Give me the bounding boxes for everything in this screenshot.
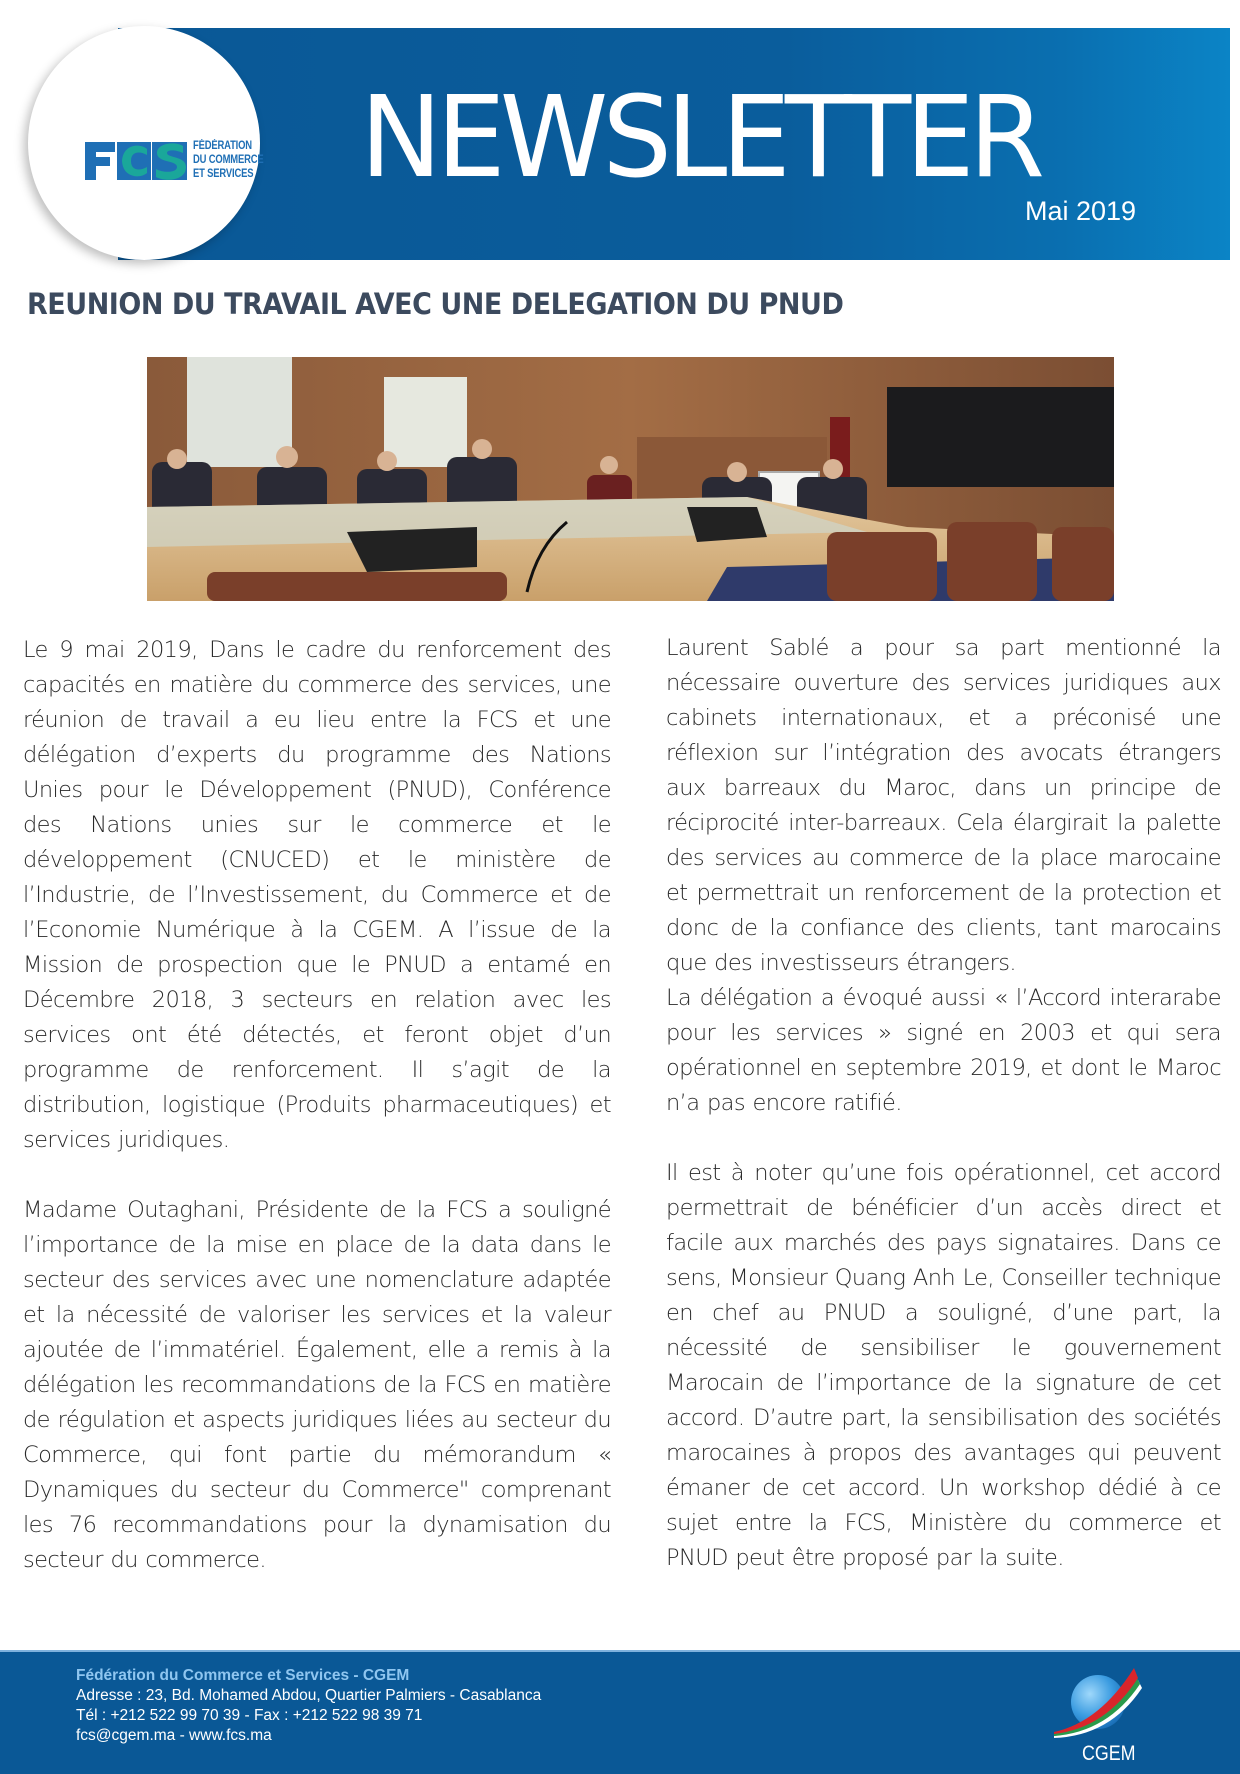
footer-phone-fax: Tél : +212 522 99 70 39 - Fax : +212 522 98 39 71	[76, 1707, 423, 1724]
newsletter-title: NEWSLETTER	[360, 73, 1040, 203]
fcs-logo-line: ET SERVICES	[193, 168, 254, 180]
article-paragraph: Il est à noter qu’une fois opérationnel, cet accord permettrait de bénéficier d’un accès direct et facile aux marchés des pays signataires. Dans ce sens, Monsieur Quang Anh Le, Conseiller technique en chef au PNUD a souligné, d’une part, la nécessité de sensibiliser le gouvernement Marocain de l’importance de la signature de cet accord. D’autre part, la sensibilisation des sociétés marocaines à propos des avantages qui peuvent émaner de cet accord. Un workshop dédié à ce sujet entre la FCS, Ministère du commerce et PNUD peut être proposé par la suite.	[666, 1160, 1221, 1571]
fcs-logo-text	[193, 139, 263, 181]
fcs-logo-line: DU COMMERCE	[193, 154, 264, 166]
newsletter-date: Mai 2019	[1025, 196, 1137, 226]
meeting-room-photo	[147, 357, 1114, 601]
article-left-column	[23, 633, 611, 1578]
footer	[0, 1650, 1240, 1774]
article-paragraph: Le 9 mai 2019, Dans le cadre du renforcement des capacités en matière du commerce des services, une réunion de travail a eu lieu entre la FCS et une délégation d’experts du programme des Nations Unies pour le Développement (PNUD), Conférence des Nations unies sur le commerce et le développement (CNUCED) et le ministère de l’Industrie, de l’Investissement, du Commerce et de l’Economie Numérique à la CGEM. A l’issue de la Mission de prospection que le PNUD a entamé en Décembre 2018, 3 secteurs en relation avec les services ont été détectés, et feront objet d’un programme de renforcement. Il s’agit de la distribution, logistique (Produits pharmaceutiques) et services juridiques.	[23, 637, 611, 1153]
fcs-logo-badge	[28, 26, 264, 260]
footer-address: Adresse : 23, Bd. Mohamed Abdou, Quartier Palmiers - Casablanca	[76, 1687, 542, 1704]
article-paragraph: Laurent Sablé a pour sa part mentionné la nécessaire ouverture des services juridiques aux cabinets internationaux, et a préconisé une réflexion sur l’intégration des avocats étrangers aux barreaux du Maroc, dans un principe de réciprocité inter-barreaux. Cela élargirait la palette des services au commerce de la place marocaine et permettrait un renforcement de la protection et donc de la confiance des clients, tant marocains que des investisseurs étrangers.	[666, 635, 1221, 976]
fcs-logo-line: FÉDÉRATION	[193, 140, 252, 152]
article-paragraph: Madame Outaghani, Présidente de la FCS a souligné l’importance de la mise en place de la data dans le secteur des services avec une nomenclature adaptée et la nécessité de valoriser les services et la valeur ajoutée de l’immatériel. Également, elle a remis à la délégation les recommandations de la FCS en matière de régulation et aspects juridiques liées au secteur du Commerce, qui font partie du mémorandum « Dynamiques du secteur du Commerce" comprenant les 76 recommandations pour la dynamisation du secteur du commerce.	[23, 1197, 611, 1573]
cgem-logo-text: CGEM	[1082, 1742, 1136, 1765]
article-right-column	[666, 631, 1221, 1576]
article-title: REUNION DU TRAVAIL AVEC UNE DELEGATION DU PNUD	[27, 287, 844, 321]
footer-email-website[interactable]: fcs@cgem.ma - www.fcs.ma	[76, 1727, 272, 1744]
fcs-logo-icon	[85, 140, 189, 182]
article-paragraph: La délégation a évoqué aussi « l’Accord interarabe pour les services » signé en 2003 et qui sera opérationnel en septembre 2019, et dont le Maroc n’a pas encore ratifié.	[666, 985, 1221, 1116]
footer-organization: Fédération du Commerce et Services - CGEM	[76, 1667, 410, 1684]
